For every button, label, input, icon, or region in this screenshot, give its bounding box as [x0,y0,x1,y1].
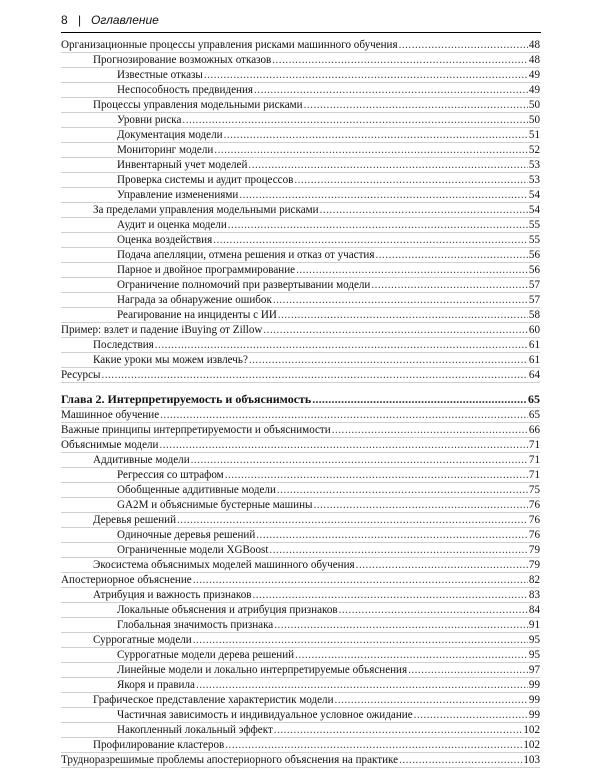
toc-entry[interactable] [61,338,540,353]
toc-entry-page: 52 [528,144,540,156]
toc-leader-dots [277,483,528,497]
toc-entry[interactable] [61,543,540,558]
toc-entry[interactable] [61,293,540,308]
toc-leader-dots [213,233,528,247]
toc-entry[interactable] [61,438,540,453]
toc-leader-dots [101,368,527,382]
toc-entry[interactable] [61,633,540,648]
toc-leader-dots [252,588,527,602]
toc-leader-dots [332,423,528,437]
toc-entry[interactable] [61,753,540,768]
toc-entry[interactable] [61,158,540,173]
toc-entry-title: Глобальная значимость признака [117,619,274,631]
toc-leader-dots [193,573,528,587]
toc-entry-title: Профилирование кластеров [93,739,225,751]
toc-leader-dots [269,543,527,557]
toc-entry-page: 71 [528,469,540,481]
toc-entry[interactable] [61,218,540,233]
toc-entry-title: Организационные процессы управления рисками машинного обучения [61,39,398,51]
toc-entry-title: Ограничение полномочий при развертывании модели [117,279,371,291]
toc-leader-dots [177,513,528,527]
toc-entry[interactable] [61,173,540,188]
toc-entry-page: 55 [528,234,540,246]
toc-entry-page: 56 [528,264,540,276]
toc-entry-page: 99 [528,709,540,721]
toc-entry[interactable] [61,353,540,368]
toc-entry[interactable] [61,663,540,678]
toc-leader-dots [249,353,528,367]
toc-entry[interactable] [61,468,540,483]
toc-entry[interactable] [61,558,540,573]
toc-entry-title: Аудит и оценка модели [117,219,227,231]
toc-entry-title: Оценка воздействия [117,234,213,246]
toc-entry-page: 84 [528,604,540,616]
toc-entry-title: Документация модели [117,129,223,141]
toc-leader-dots [225,468,528,482]
toc-entry-page: 66 [528,424,540,436]
toc-entry-page: 51 [528,129,540,141]
toc-entry-page: 61 [528,354,540,366]
toc-entry-page: 79 [528,544,540,556]
toc-leader-dots [295,648,528,662]
toc-leader-dots [214,143,528,157]
toc-entry[interactable] [61,128,540,143]
toc-entry-page: 53 [528,159,540,171]
toc-entry[interactable] [61,248,540,263]
toc-entry-title: Ресурсы [61,369,101,381]
toc-leader-dots [272,53,528,67]
toc-entry-page: 54 [528,189,540,201]
toc-leader-dots [335,693,528,707]
toc-entry-title: Накопленный локальный эффект [117,724,273,736]
toc-entry[interactable] [61,308,540,323]
toc-leader-dots [160,408,528,422]
toc-entry[interactable] [61,483,540,498]
toc-entry-page: 50 [528,99,540,111]
toc-entry-page: 76 [528,499,540,511]
toc-entry-title: Одиночные деревья решений [117,529,256,541]
toc-leader-dots [399,753,522,767]
toc-entry[interactable] [61,423,540,438]
toc-entry-page: 99 [528,679,540,691]
toc-entry-title: Графическое представление характеристик модели [93,694,334,706]
toc-entry[interactable] [61,693,540,708]
toc-entry[interactable] [61,738,540,753]
toc-entry-page: 48 [528,39,540,51]
toc-entry-title: Линейные модели и локально интерпретируемые объяснения [117,664,408,676]
toc-entry[interactable] [61,678,540,693]
toc-entry-page: 75 [528,484,540,496]
toc-part-2 [61,408,540,768]
toc-entry[interactable] [61,38,540,53]
toc-entry-title: Апостериорное объяснение [61,574,192,586]
toc-entry-title: Частичная зависимость и индивидуальное условное ожидание [117,709,413,721]
toc-entry-title: Пример: взлет и падение iBuying от Zillow [61,324,263,336]
toc-entry[interactable] [61,188,540,203]
toc-entry[interactable] [61,603,540,618]
toc-entry-page: 56 [528,249,540,261]
toc-entry-page: 82 [528,574,540,586]
toc-entry-title: Уровни риска [117,114,182,126]
toc-entry-page: 49 [528,69,540,81]
toc-entry-title: Регрессия со штрафом [117,469,224,481]
toc-leader-dots [356,558,528,572]
toc-leader-dots [193,633,528,647]
toc-leader-dots [254,83,528,97]
toc-entry-page: 55 [528,219,540,231]
toc-leader-dots [313,498,527,512]
toc-leader-dots [224,128,528,142]
toc-entry-page: 71 [528,454,540,466]
toc-entry-page: 76 [528,529,540,541]
toc-entry[interactable] [61,453,540,468]
toc-entry-title: Аддитивные модели [93,454,190,466]
toc-entry-title: Глава 2. Интерпретируемость и объяснимость [61,392,312,406]
toc-entry[interactable] [61,648,540,663]
toc-entry[interactable] [61,528,540,543]
toc-entry-page: 76 [528,514,540,526]
running-header [61,12,541,33]
toc-entry-page: 60 [528,324,540,336]
toc-leader-dots [191,453,528,467]
toc-entry-page: 57 [528,279,540,291]
toc-entry-title: Машинное обучение [61,409,160,421]
toc-leader-dots [375,248,527,262]
toc-entry-page: 71 [528,439,540,451]
toc-entry-page: 102 [523,739,540,751]
toc-entry-title: Управление изменениями [117,189,239,201]
toc-leader-dots [155,338,528,352]
toc-leader-dots [204,68,528,82]
toc-leader-dots [320,203,528,217]
toc-leader-dots [294,173,528,187]
toc-entry[interactable] [61,68,540,83]
toc-leader-dots [239,188,528,202]
toc-entry-title: Процессы управления модельными рисками [93,99,303,111]
toc-entry-page: 64 [528,369,540,381]
table-of-contents [61,38,540,768]
toc-entry-title: За пределами управления модельными рисками [93,204,319,216]
toc-entry-title: Награда за обнаружение ошибок [117,294,272,306]
toc-entry-title: Неспособность предвидения [117,84,254,96]
toc-entry[interactable] [61,233,540,248]
toc-entry-title: Парное и двойное программирование [117,264,296,276]
toc-entry-title: Объяснимые модели [61,439,159,451]
toc-leader-dots [196,678,528,692]
toc-entry[interactable] [61,513,540,528]
toc-entry-title: GA2M и объяснимые бустерные машины [117,499,313,511]
toc-entry-title: Локальные объяснения и атрибуция признаков [117,604,338,616]
toc-entry-page: 97 [528,664,540,676]
toc-leader-dots [278,308,528,322]
toc-leader-dots [263,323,528,337]
toc-entry-title: Подача апелляции, отмена решения и отказ от участия [117,249,375,261]
toc-entry-page: 54 [528,204,540,216]
toc-entry-page: 79 [528,559,540,571]
toc-entry-title: Какие уроки мы можем извлечь? [93,354,248,366]
toc-entry-title: Атрибуция и важность признаков [93,589,252,601]
toc-leader-dots [274,723,523,737]
header-section-title: Оглавление [91,13,159,27]
toc-leader-dots [399,38,528,52]
toc-entry-title: Важные принципы интерпретируемости и объяснимости [61,424,331,436]
page-number: 8 [61,13,68,27]
toc-entry-page: 61 [528,339,540,351]
toc-entry[interactable] [61,263,540,278]
toc-leader-dots [256,528,528,542]
toc-leader-dots [312,391,527,407]
toc-entry[interactable] [61,113,540,128]
toc-entry-title: Последствия [93,339,154,351]
toc-entry-title: Известные отказы [117,69,203,81]
toc-entry-title: Прогнозирование возможных отказов [93,54,272,66]
toc-leader-dots [304,98,528,112]
toc-entry[interactable] [61,143,540,158]
toc-entry[interactable] [61,98,540,113]
toc-entry-page: 95 [528,634,540,646]
toc-leader-dots [182,113,527,127]
toc-leader-dots [228,218,528,232]
header-separator: | [78,13,82,27]
toc-leader-dots [339,603,528,617]
toc-entry-title: Ограниченные модели XGBoost [117,544,269,556]
toc-entry[interactable] [61,723,540,738]
toc-entry-title: Деревья решений [93,514,177,526]
toc-entry-page: 99 [528,694,540,706]
toc-entry[interactable] [61,588,540,603]
toc-entry-page: 50 [528,114,540,126]
toc-entry[interactable] [61,573,540,588]
toc-entry[interactable] [61,83,540,98]
toc-entry-title: Мониторинг модели [117,144,214,156]
toc-entry[interactable] [61,53,540,68]
toc-entry-page: 48 [528,54,540,66]
toc-leader-dots [248,158,527,172]
chapter-gap [61,383,540,391]
toc-entry-title: Проверка системы и аудит процессов [117,174,294,186]
toc-entry-page: 53 [528,174,540,186]
toc-entry-title: Экосистема объяснимых моделей машинного обучения [93,559,355,571]
toc-entry-page: 57 [528,294,540,306]
toc-leader-dots [408,663,528,677]
toc-chapter-heading[interactable] [61,391,540,408]
toc-entry[interactable] [61,618,540,633]
toc-entry-title: Обобщенные аддитивные модели [117,484,276,496]
toc-entry[interactable] [61,323,540,338]
toc-entry[interactable] [61,203,540,218]
toc-entry-title: Суррогатные модели дерева решений [117,649,295,661]
toc-part-1 [61,38,540,383]
toc-entry-title: Трудноразрешимые проблемы апостериорного объяснения на практике [61,754,399,766]
toc-entry[interactable] [61,498,540,513]
toc-leader-dots [414,708,528,722]
toc-entry-title: Реагирование на инциденты с ИИ [117,309,277,321]
toc-entry[interactable] [61,408,540,423]
toc-entry-title: Якоря и правила [117,679,195,691]
toc-leader-dots [159,438,527,452]
toc-entry-page: 102 [523,724,540,736]
toc-entry-page: 65 [528,409,540,421]
toc-entry-page: 83 [528,589,540,601]
toc-entry-page: 49 [528,84,540,96]
toc-leader-dots [274,618,528,632]
toc-entry-title: Инвентарный учет моделей [117,159,248,171]
toc-entry-page: 103 [523,754,540,766]
toc-entry-page: 91 [528,619,540,631]
toc-entry[interactable] [61,708,540,723]
toc-entry-page: 65 [528,392,540,406]
toc-leader-dots [296,263,528,277]
toc-entry[interactable] [61,278,540,293]
toc-entry-page: 95 [528,649,540,661]
toc-entry-title: Суррогатные модели [93,634,192,646]
toc-leader-dots [273,293,528,307]
toc-entry[interactable] [61,368,540,383]
toc-leader-dots [371,278,528,292]
toc-entry-page: 58 [528,309,540,321]
